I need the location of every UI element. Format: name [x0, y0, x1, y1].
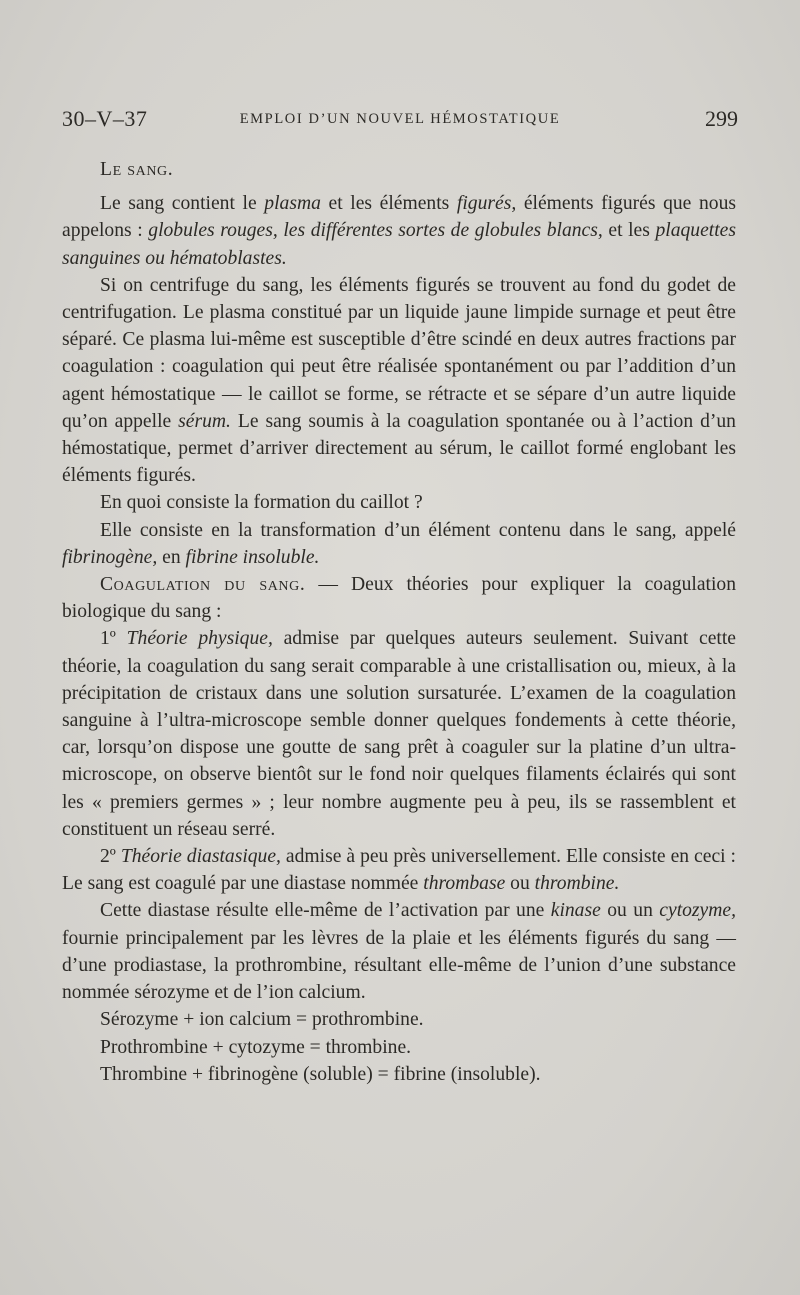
equation-line: Sérozyme + ion calcium = prothrombine.	[100, 1009, 424, 1031]
header-date: 30–V–37	[62, 106, 148, 131]
equation-line: Thrombine + fibrinogène (soluble) = fibrine (insoluble).	[100, 1063, 541, 1085]
paragraph-5: Coagulation du sang. — Deux théories pour expliquer la coagulation biologique du sang :	[62, 574, 736, 623]
equation-line: Prothrombine + cytozyme = thrombine.	[100, 1036, 412, 1058]
paragraph-6: 1º Théorie physique, admise par quelques auteurs seulement. Suivant cette théorie, la coagulation du sang serait comparable à une cristallisation ou, mieux, à la précipitation de cristaux dans une solution sursaturée. L’examen de la coagulation sanguine à l’ultra-microscope semble donner quelques fondements à cette théorie, car, lorsqu’on dispose une goutte de sang prêt à coaguler sur la platine d’un ultra-microscope, on observe bientôt sur le fond noir quelques filaments éclairés qui sont les « premiers germes » ; leur nombre augmente peu à peu, ils se rassemblent et constituent un réseau serré.	[62, 628, 736, 840]
running-header	[62, 106, 738, 136]
section-heading: Le sang.	[100, 159, 174, 180]
body-text	[62, 156, 736, 1088]
paragraph-3: En quoi consiste la formation du caillot ?	[100, 492, 423, 514]
paragraph-2: Si on centrifuge du sang, les éléments figurés se trouvent au fond du godet de centrifugation. Le plasma constitué par un liquide jaune limpide surnage et peut être séparé. Ce plasma lui-même est susceptible d’être scindé en deux autres fractions par coagulation : coagulation qui peut être réalisée spontanément ou par l’addition d’un agent hémostatique — le caillot se forme, se rétracte et se sépare d’un autre liquide qu’on appelle sérum. Le sang soumis à la coagulation spontanée ou à l’action d’un hémostatique, permet d’arriver directement au sérum, le caillot formé englobant les éléments figurés.	[62, 274, 736, 487]
page-number: 299	[705, 106, 738, 131]
paragraph-7: 2º Théorie diastasique, admise à peu près universellement. Elle consiste en ceci : Le sang est coagulé par une diastase nommée thrombase ou thrombine.	[62, 846, 736, 895]
paragraph-8: Cette diastase résulte elle-même de l’activation par une kinase ou un cytozyme, fournie principalement par les lèvres de la plaie et les éléments figurés du sang — d’une prodiastase, la prothrombine, résultant elle-même de l’union d’une substance nommée sérozyme et de l’ion calcium.	[62, 900, 736, 1004]
paragraph-1: Le sang contient le plasma et les éléments figurés, éléments figurés que nous appelons : globules rouges, les différentes sortes de globules blancs, et les plaquettes sanguines ou hématoblastes.	[62, 193, 737, 269]
subsection-heading: Coagulation du sang.	[100, 574, 306, 596]
paragraph-4: Elle consiste en la transformation d’un élément contenu dans le sang, appelé fibrinogène, en fibrine insoluble.	[62, 519, 736, 568]
header-title: EMPLOI D’UN NOUVEL HÉMOSTATIQUE	[239, 111, 561, 127]
